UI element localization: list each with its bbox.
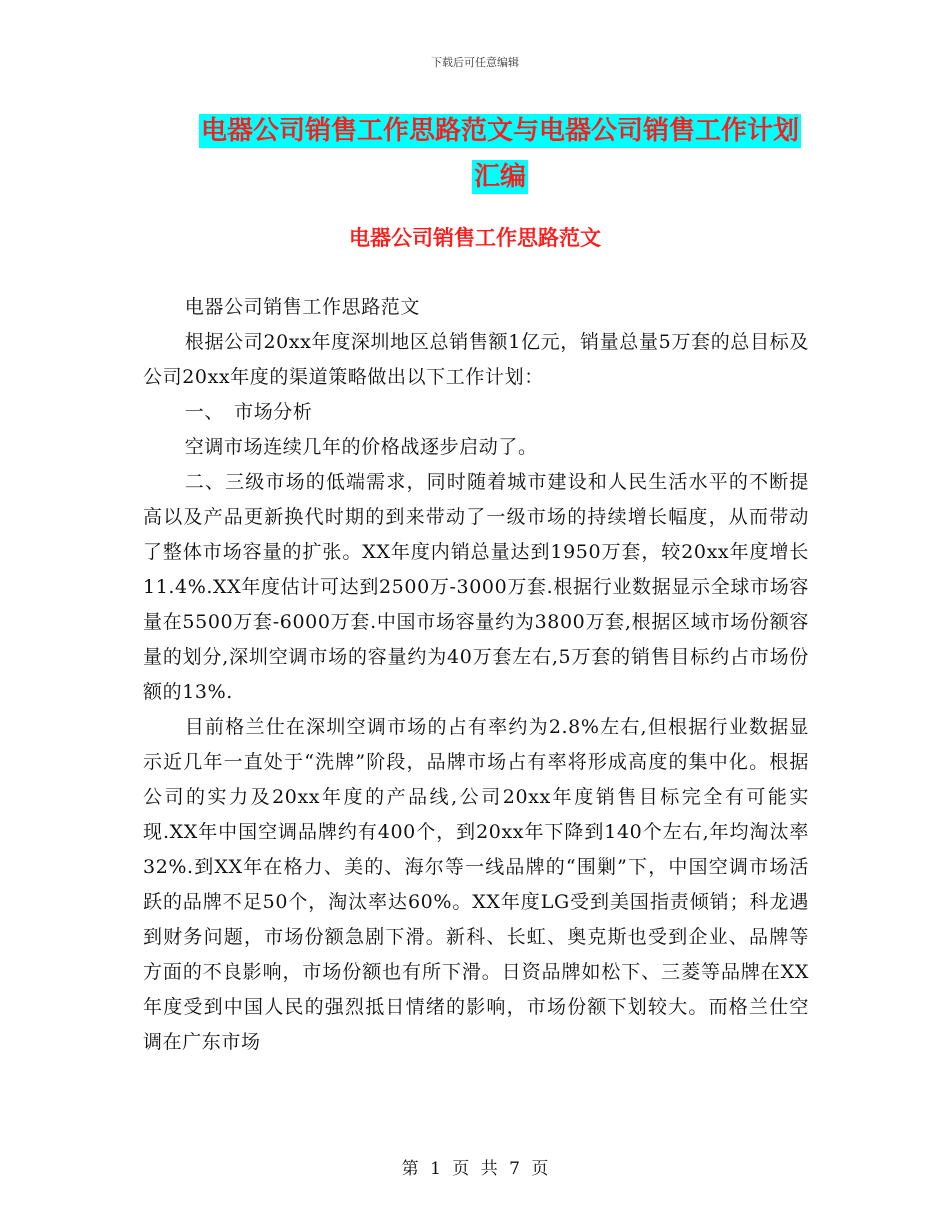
- page-header-note: 下载后可任意编辑: [431, 56, 519, 69]
- paragraph: 根据公司20xx年度深圳地区总销售额1亿元，销量总量5万套的总目标及公司20xx年度的渠道策略做出以下工作计划：: [143, 331, 809, 388]
- paragraph: 电器公司销售工作思路范文: [184, 296, 420, 318]
- page-footer: 第 1 页 共 7 页: [401, 1159, 549, 1179]
- section-heading: 电器公司销售工作思路范文: [349, 226, 601, 250]
- document-title-line2: 汇编: [473, 162, 526, 192]
- paragraph: 二、三级市场的低端需求，同时随着城市建设和人民生活水平的不断提高以及产品更新换代时期的到来带动了一级市场的持续增长幅度，从而带动了整体市场容量的扩张。XX年度内销总量达到1950万套，较20xx年度增长11.4%.XX年度估计可达到2500万-3000万套.根据行业数据显示全球市场容量在5500万套-6000万套.中国市场容量约为3800万套,根据区域市场份额容量的划分,深圳空调市场的容量约为40万套左右,5万套的销售目标约占市场份额的13%.: [143, 471, 809, 703]
- document-body: [143, 290, 809, 1060]
- document-title-line1: 电器公司销售工作思路范文与电器公司销售工作计划: [200, 116, 799, 146]
- paragraph: 空调市场连续几年的价格战逐步启动了。: [184, 436, 538, 458]
- paragraph: 目前格兰仕在深圳空调市场的占有率约为2.8%左右,但根据行业数据显示近几年一直处于“洗牌”阶段，品牌市场占有率将形成高度的集中化。根据公司的实力及20xx年度的产品线,公司20xx年度销售目标完全有可能实现.XX年中国空调品牌约有400个，到20xx年下降到140个左右,年均淘汰率32%.到XX年在格力、美的、海尔等一线品牌的“围剿”下，中国空调市场活跃的品牌不足50个，淘汰率达60%。XX年度LG受到美国指责倾销；科龙遇到财务问题，市场份额急剧下滑。新科、长虹、奥克斯也受到企业、品牌等方面的不良影响，市场份额也有所下滑。日资品牌如松下、三菱等品牌在XX年度受到中国人民的强烈抵日情绪的影响，市场份额下划较大。而格兰仕空调在广东市场: [143, 716, 809, 1053]
- paragraph: 一、 市场分析: [184, 401, 313, 423]
- document-title: [140, 108, 860, 200]
